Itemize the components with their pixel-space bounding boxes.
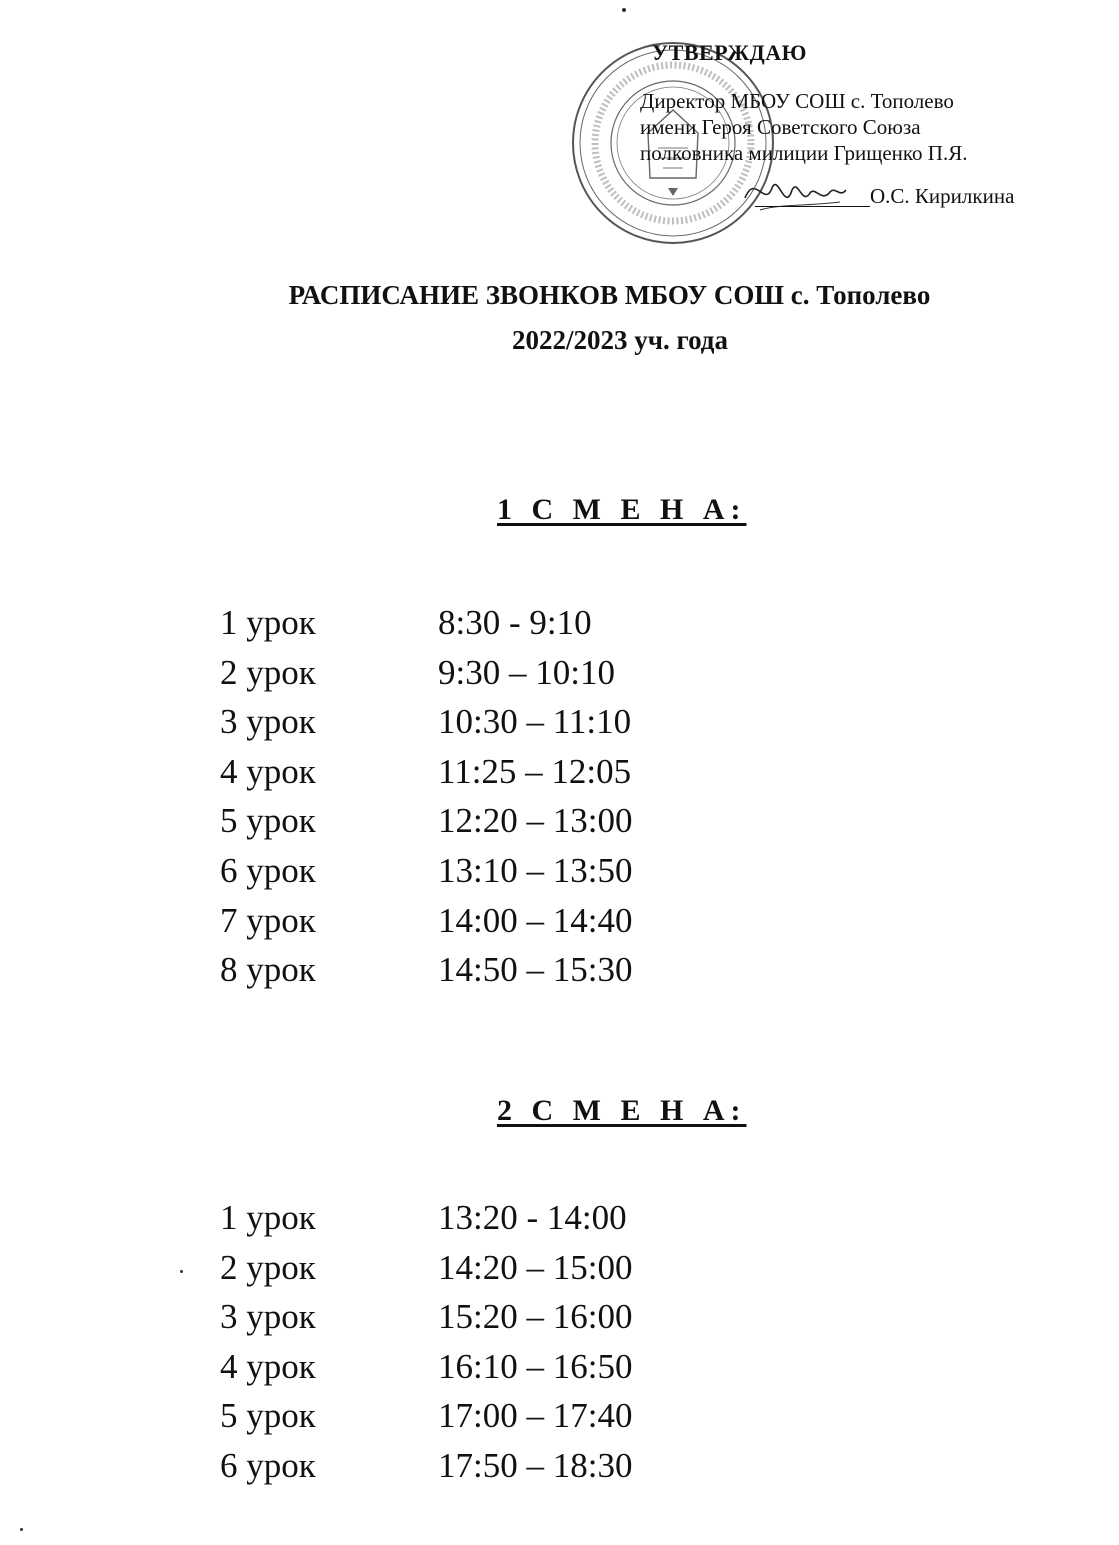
lesson-label: 3 урок — [220, 702, 316, 742]
lesson-label: 4 урок — [220, 1346, 316, 1386]
lesson-time: 16:10 – 16:50 — [438, 1346, 633, 1386]
approval-line: Директор МБОУ СОШ с. Тополево — [640, 89, 954, 113]
lesson-time: 12:20 – 13:00 — [438, 801, 633, 841]
lesson-label: 6 урок — [220, 1445, 316, 1485]
lesson-label: 2 урок — [220, 652, 316, 692]
shift-heading: 2 С М Е Н А: — [497, 1094, 747, 1127]
lesson-time: 13:10 – 13:50 — [438, 850, 633, 890]
scan-speck — [622, 8, 626, 12]
lesson-time: 9:30 – 10:10 — [438, 652, 615, 692]
lesson-label: 5 урок — [220, 1396, 316, 1436]
signer-name: О.С. Кирилкина — [870, 184, 1015, 208]
lesson-time: 14:50 – 15:30 — [438, 950, 633, 990]
lesson-label: 8 урок — [220, 950, 316, 990]
lesson-label: 7 урок — [220, 900, 316, 940]
lesson-label: 6 урок — [220, 850, 316, 890]
lesson-time: 17:50 – 18:30 — [438, 1445, 633, 1485]
approval-line: имени Героя Советского Союза — [640, 115, 921, 139]
approval-block — [640, 40, 1110, 166]
document-subtitle: 2022/2023 уч. года — [512, 325, 728, 355]
shift-heading: 1 С М Е Н А: — [497, 493, 747, 526]
lesson-time: 11:25 – 12:05 — [438, 751, 632, 791]
lesson-label: 1 урок — [220, 1198, 316, 1237]
approval-line: полковника милиции Грищенко П.Я. — [640, 141, 968, 165]
lesson-time: 10:30 – 11:10 — [438, 702, 632, 742]
lesson-time: 14:00 – 14:40 — [438, 900, 633, 940]
signature-line — [755, 186, 870, 207]
lesson-label: 1 урок — [220, 603, 316, 642]
scan-speck — [180, 1270, 183, 1273]
lesson-label: 4 урок — [220, 751, 316, 791]
lesson-time: 8:30 - 9:10 — [438, 603, 592, 642]
lesson-time: 17:00 – 17:40 — [438, 1396, 633, 1436]
document-title: РАСПИСАНИЕ ЗВОНКОВ МБОУ СОШ с. Тополево — [288, 280, 931, 310]
approval-title: УТВЕРЖДАЮ — [652, 40, 807, 65]
lesson-time: 15:20 – 16:00 — [438, 1297, 633, 1337]
lesson-label: 5 урок — [220, 801, 316, 841]
lesson-time: 13:20 - 14:00 — [438, 1198, 627, 1237]
lesson-time: 14:20 – 15:00 — [438, 1247, 633, 1287]
lesson-label: 3 урок — [220, 1297, 316, 1337]
lesson-label: 2 урок — [220, 1247, 316, 1287]
scan-speck — [20, 1528, 23, 1531]
